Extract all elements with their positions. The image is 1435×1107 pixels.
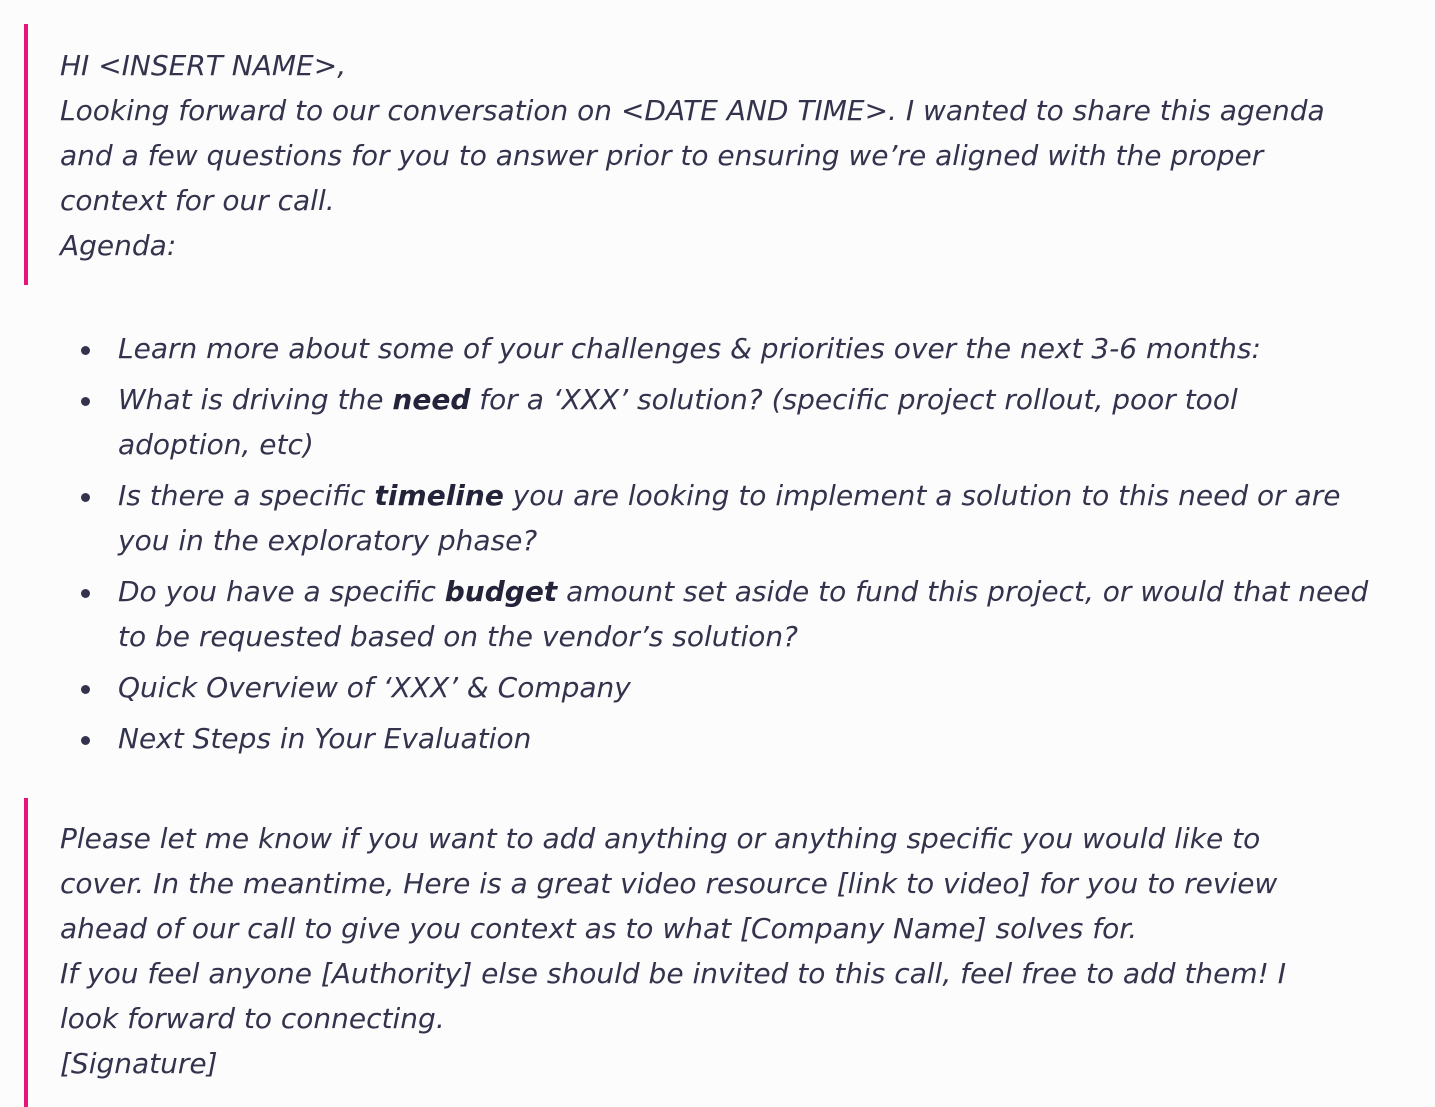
agenda-label: Agenda:: [60, 229, 177, 262]
agenda-item-text: Learn more about some of your challenges & priorities over the next 3-6 months:: [118, 332, 1261, 365]
intro-text-line-2: and a few questions for you to answer prior to ensuring we’re aligned with the proper: [60, 139, 1264, 172]
agenda-item-text: amount set aside to fund this project, or would that need: [557, 575, 1369, 608]
bullet-icon: [81, 736, 90, 745]
agenda-item-text: adoption, etc): [118, 428, 314, 461]
intro-text-line-3: context for our call.: [60, 184, 335, 217]
agenda-item: [78, 473, 1378, 563]
intro-text-line-1: Looking forward to our conversation on <DATE AND TIME>. I wanted to share this agenda: [60, 94, 1325, 127]
closing-text-line-4: If you feel anyone [Authority] else should be invited to this call, feel free to add them! I: [60, 957, 1287, 990]
agenda-item-text: you are looking to implement a solution to this need or are: [503, 479, 1341, 512]
greeting: HI <INSERT NAME>,: [60, 49, 347, 82]
closing-blockquote: [24, 798, 1364, 1107]
agenda-item: [78, 377, 1378, 467]
agenda-item: [78, 569, 1378, 659]
agenda-item-text: Is there a specific: [118, 479, 375, 512]
agenda-item-emphasis: need: [392, 383, 471, 416]
agenda-item-text: Quick Overview of ‘XXX’ & Company: [118, 671, 631, 704]
agenda-item: [78, 716, 1378, 761]
agenda-item: [78, 326, 1378, 371]
bullet-icon: [81, 589, 90, 598]
agenda-item-text: for a ‘XXX’ solution? (specific project rollout, poor tool: [470, 383, 1238, 416]
agenda-item-emphasis: budget: [444, 575, 558, 608]
bullet-icon: [81, 346, 90, 355]
bullet-icon: [81, 493, 90, 502]
closing-text-line-2: cover. In the meantime, Here is a great video resource [link to video] for you to review: [60, 867, 1278, 900]
agenda-item-text: Do you have a specific: [118, 575, 445, 608]
bullet-icon: [81, 685, 90, 694]
intro-blockquote: [24, 24, 1364, 285]
closing-text-line-5: look forward to connecting.: [60, 1002, 445, 1035]
agenda-item-text: Next Steps in Your Evaluation: [118, 722, 532, 755]
agenda-item-text: you in the exploratory phase?: [118, 524, 538, 557]
agenda-list: [78, 326, 1378, 767]
agenda-item-text: What is driving the: [118, 383, 393, 416]
bullet-icon: [81, 397, 90, 406]
signature-placeholder: [Signature]: [60, 1047, 218, 1080]
closing-text-line-1: Please let me know if you want to add anything or anything specific you would like to: [60, 822, 1261, 855]
closing-text-line-3: ahead of our call to give you context as to what [Company Name] solves for.: [60, 912, 1138, 945]
agenda-item: [78, 665, 1378, 710]
agenda-item-emphasis: timeline: [374, 479, 504, 512]
agenda-item-text: to be requested based on the vendor’s solution?: [118, 620, 798, 653]
